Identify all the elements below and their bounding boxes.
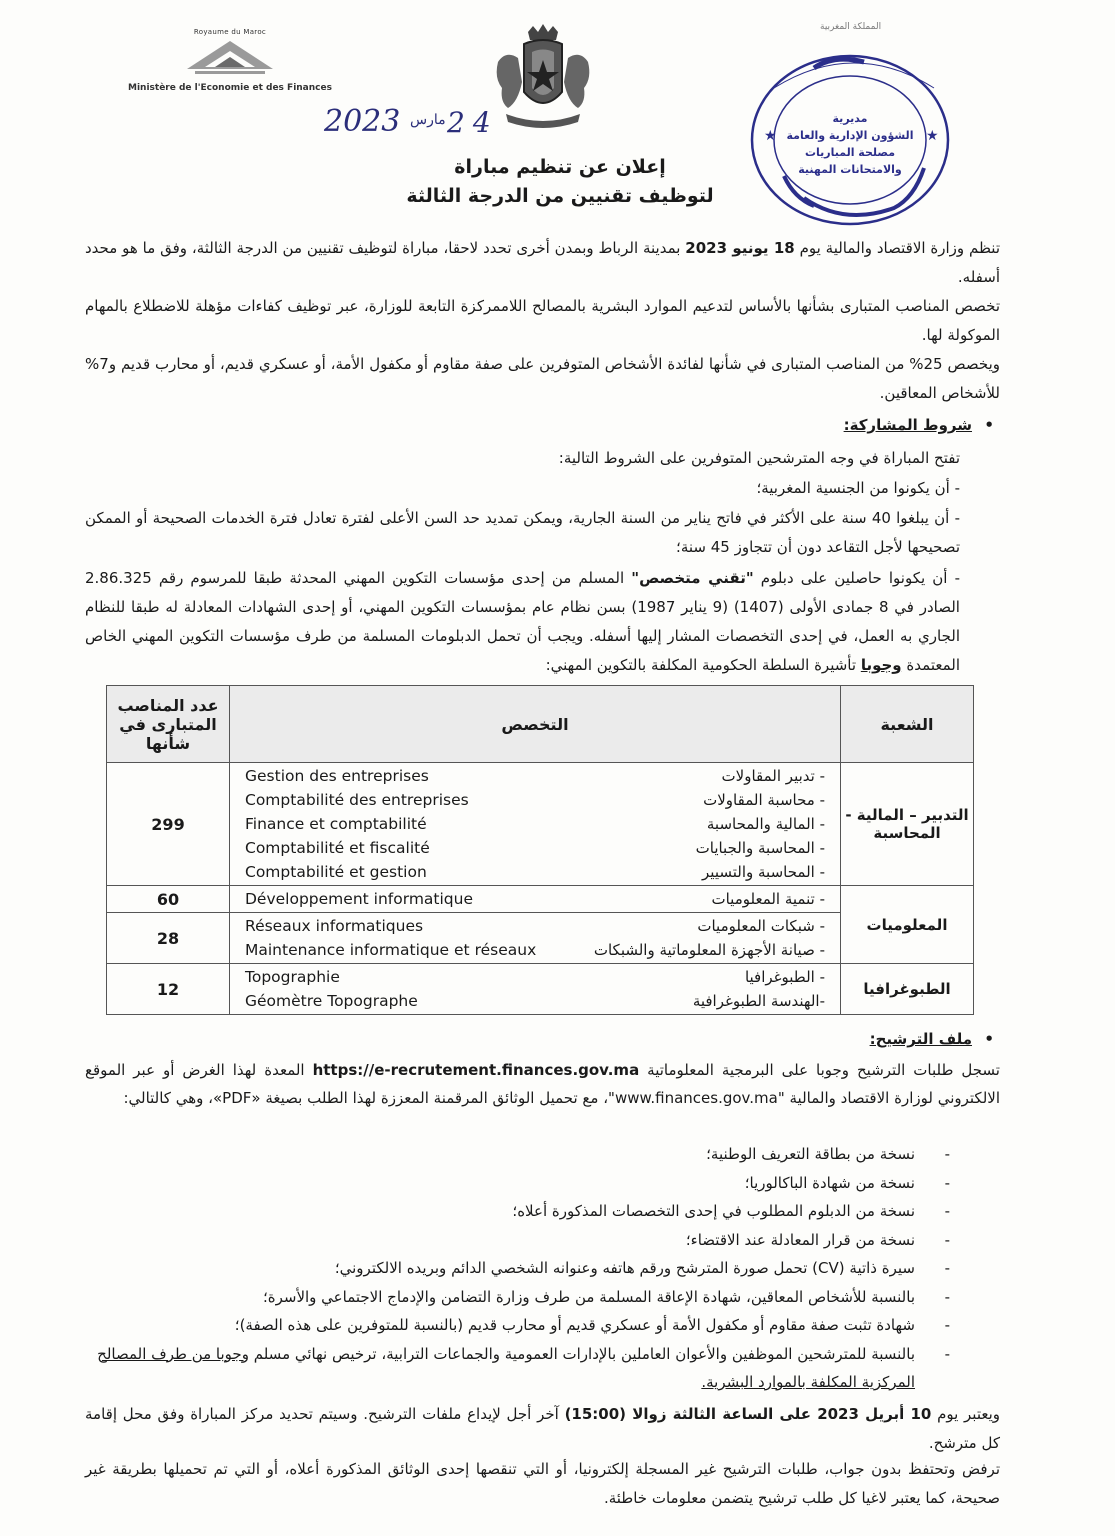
conditions-lead: تفتح المباراة في وجه المترشحين المتوفرين على الشروط التالية: [558,449,960,467]
deadline-paragraph: ويعتبر يوم 10 أبريل 2023 على الساعة الثالثة زوالا (15:00) آخر أجل لإيداع ملفات الترشيح. وسيتم تحديد مركز المباراة وفق محل إقامة كل مترشح. [85,1405,1001,1452]
intro-paragraph-2: تخصص المناصب المتبارى بشأنها بالأساس لتدعيم الموارد البشرية بالمصالح اللاممركزة التابعة للوزارة، عبر توظيف كفاءات مؤهلة للاضطلاع بالمهام الموكولة لها. [85,297,1000,344]
branch-cell: التدبير – المالية - المحاسبة [841,763,974,886]
page-title: إعلان عن تنظيم مباراة [454,156,666,178]
count-cell: 28 [107,913,230,964]
conditions-heading: شروط المشاركة: • [700,416,972,434]
header-count: عدد المناصب المتبارى في شأنها [107,686,230,763]
condition-nationality: - أن يكونوا من الجنسية المغربية؛ [756,479,960,497]
application-paragraph: تسجل طلبات الترشيح وجوبا على البرمجية المعلوماتية https://e-recrutement.finances.gov.ma المعدة لهذا الغرض أو عبر الموقع الالكتروني لوزارة الاقتصاد والمالية "www.finances.gov.ma"، مع تحميل الوثائق المرقمنة المعززة لهذا الطلب بصيغة «PDF»، وهي كالتالي: [85,1061,1000,1107]
count-cell: 60 [107,886,230,913]
branch-cell: المعلوميات [841,886,974,964]
count-cell: 12 [107,964,230,1015]
date-day: 24 [447,106,499,139]
condition-age: - أن يبلغوا 40 سنة على الأكثر في فاتح يناير من السنة الجارية، ويمكن تمديد حد السن الأعلى لفترة تعادل فترة الخدمات الصحيحة أو الممكن تصحيحها لأجل التقاعد دون أن تتجاوز 45 سنة؛ [85,509,960,556]
application-heading: ملف الترشيح: • [700,1030,972,1048]
ministry-name: Ministère de l'Economie et des Finances [128,83,332,93]
list-item: بالنسبة للأشخاص المعاقين، شهادة الإعاقة المسلمة من طرف وزارة التضامن والإدماج الاجتماعي والأسرة؛ - [85,1283,915,1312]
stamp-line: مديرية [832,112,868,125]
intro-paragraph-1: تنظم وزارة الاقتصاد والمالية يوم 18 يونيو 2023 بمدينة الرباط وبمدن أخرى تحدد لاحقا، مباراة لتوظيف تقنيين من الدرجة الثالثة، وفق ما هو محدد أسفله. [85,239,1000,286]
specialty-cell [230,763,841,886]
rejection-paragraph: ترفض وتحتفظ بدون جواب، طلبات الترشيح غير المسجلة إلكترونيا، أو التي تنقصها إحدى الوثائق المذكورة أعلاه، أو التي تم تحميلها بطريقة غير صحيحة، كما يعتبر لاغيا كل طلب ترشيح يتضمن معلومات خاطئة. [85,1460,1000,1507]
stamp-line: مصلحة المباريات [804,146,896,159]
count-cell: 299 [107,763,230,886]
specialty-item: Topographie - الطبوغرافيا [245,968,825,986]
specialty-item: Maintenance informatique et réseaux - صيانة الأجهزة المعلوماتية والشبكات [245,941,825,959]
list-item: نسخة من شهادة الباكالوريا؛ - [85,1169,915,1198]
specialty-item: Géomètre Topographe -الهندسة الطبوغرافية [245,992,825,1010]
table-row [107,763,974,886]
specialty-cell [230,964,841,1015]
table-header-row [107,686,974,763]
list-item: نسخة من بطاقة التعريف الوطنية؛ - [85,1140,915,1169]
specialty-item: Développement informatique - تنمية المعلوميات [245,890,825,908]
svg-text:★: ★ [926,128,939,144]
exam-date: 18 يونيو 2023 [685,239,795,257]
table-row [107,964,974,1015]
diploma-name: "تقني متخصص" [631,569,754,587]
stamp-line: الشؤون الإدارية والعامة [786,129,914,142]
deadline-date: 10 أبريل 2023 على الساعة الثالثة زوالا (15:00) [564,1405,932,1423]
documents-list [85,1140,915,1397]
ministry-roof-icon [185,39,275,77]
list-item: بالنسبة للمترشحين الموظفين والأعوان العاملين بالإدارات العمومية والجماعات الترابية، ترخيص نهائي مسلم وجوبا من طرف المصالح المركزية المكلفة بالموارد البشرية. - [85,1340,915,1397]
header-specialty: التخصص [230,686,841,763]
recruitment-link[interactable]: https://e-recrutement.finances.gov.ma [312,1061,640,1079]
mandatory-word: وجوبا [860,656,902,674]
specialty-item: Réseaux informatiques - شبكات المعلوميات [245,917,825,935]
specialty-cell [230,886,841,913]
header-branch: الشعبة [841,686,974,763]
list-item: شهادة تثبت صفة مقاوم أو مكفول الأمة أو عسكري قديم أو محارب قديم (بالنسبة للمتوفرين على هذه الصفة)؛ - [85,1311,915,1340]
svg-text:★: ★ [764,128,777,144]
positions-table [106,685,974,1015]
date-month: مارس [410,112,446,128]
specialty-item: Comptabilité et fiscalité - المحاسبة والجبايات [245,839,825,857]
list-item: سيرة ذاتية (CV) تحمل صورة المترشح ورقم هاتفه وعنوانه الشخصي الدائم وبريده الالكتروني؛ - [85,1254,915,1283]
specialty-item: Finance et comptabilité - المالية والمحاسبة [245,815,825,833]
stamp-line: والامتحانات المهنية [798,163,902,176]
table-row [107,886,974,913]
specialty-item: Comptabilité des entreprises - محاسبة المقاولات [245,791,825,809]
intro-paragraph-3: ويخصص 25% من المناصب المتبارى في شأنها لفائدة الأشخاص المتوفرين على صفة مقاوم أو مكفول الأمة، أو عسكري قديم، أو محارب قديم و7% للأشخاص المعاقين. [85,355,1000,402]
page-subtitle: لتوظيف تقنيين من الدرجة الثالثة [406,185,714,207]
stamp-header-text: المملكة المغربية [820,22,882,32]
ministry-logo [125,28,335,93]
condition-diploma: - أن يكونوا حاصلين على دبلوم "تقني متخصص" المسلم من إحدى مؤسسات التكوين المهني المحدثة طبقا للمرسوم رقم 2.86.325 الصادر في 8 جمادى الأولى (1407) (9 يناير 1987) بسن نظام عام بمؤسسات التكوين المهني، أو إحدى الشهادات المعادلة له طبقا للنظام الجاري به العمل، في إحدى التخصصات المشار إليها أسفله. ويجب أن تحمل الدبلومات المسلمة من طرف مؤسسات التكوين المهني الخاص المعتمدة وجوبا تأشيرة السلطة الحكومية المكلفة بالتكوين المهني: [85,569,961,674]
specialty-cell [230,913,841,964]
kingdom-label: Royaume du Maroc [193,28,267,36]
specialty-item: Gestion des entreprises - تدبير المقاولات [245,767,825,785]
branch-cell: الطبوغرافيا [841,964,974,1015]
date-year: 2023 [324,104,401,139]
specialty-item: Comptabilité et gestion - المحاسبة والتسيير [245,863,825,881]
handwritten-date [322,100,499,144]
list-item: نسخة من الدبلوم المطلوب في إحدى التخصصات المذكورة أعلاه؛ - [85,1197,915,1226]
list-item: نسخة من قرار المعادلة عند الاقتضاء؛ - [85,1226,915,1255]
royal-emblem-icon [488,22,598,132]
